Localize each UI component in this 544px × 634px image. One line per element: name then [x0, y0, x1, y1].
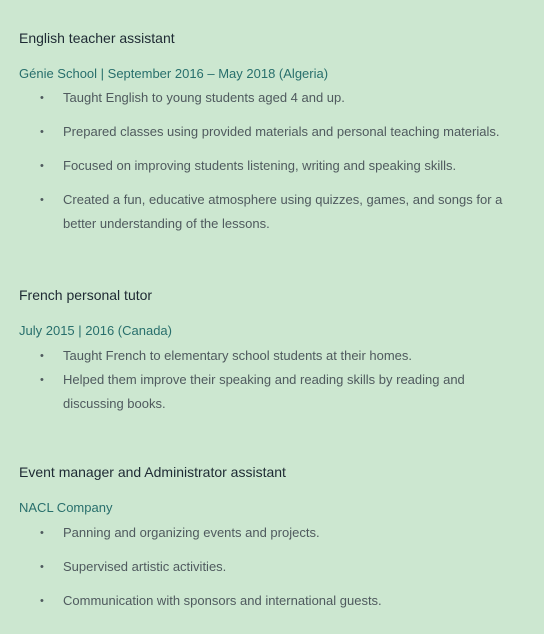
duty-text: Focused on improving students listening, writing and speaking skills.: [63, 158, 457, 173]
list-item: [19, 154, 529, 178]
list-item: [19, 344, 529, 368]
bullet-icon: •: [40, 527, 44, 539]
list-item: [19, 120, 529, 144]
job-meta: Génie School | September 2016 – May 2018 (Algeria): [19, 66, 329, 81]
list-item: [19, 368, 529, 416]
experience-entry-event-manager: [19, 464, 529, 608]
experience-entry-english-teacher-assistant: [19, 30, 529, 231]
bullet-icon: •: [40, 92, 44, 104]
duty-text: Supervised artistic activities.: [63, 559, 227, 574]
duty-text: Communication with sponsors and international guests.: [63, 593, 382, 608]
duty-text: Taught French to elementary school students at their homes.: [63, 348, 413, 363]
bullet-icon: •: [40, 160, 44, 172]
job-meta: NACL Company: [19, 500, 113, 515]
duty-text: Panning and organizing events and projects.: [63, 525, 320, 540]
duty-text: Taught English to young students aged 4 and up.: [63, 90, 345, 105]
list-item: [19, 521, 529, 545]
duties-list: [19, 344, 529, 416]
list-item: [19, 188, 529, 236]
list-item: [19, 589, 529, 613]
bullet-icon: •: [40, 561, 44, 573]
duty-text: Created a fun, educative atmosphere using quizzes, games, and songs for a better understanding of the lessons.: [63, 192, 503, 231]
job-title: English teacher assistant: [19, 30, 175, 46]
job-meta: July 2015 | 2016 (Canada): [19, 323, 172, 338]
duty-text: Helped them improve their speaking and reading skills by reading and discussing books.: [63, 372, 465, 411]
bullet-icon: •: [40, 374, 44, 386]
bullet-icon: •: [40, 350, 44, 362]
bullet-icon: •: [40, 194, 44, 206]
duties-list: [19, 86, 529, 246]
list-item: [19, 86, 529, 110]
bullet-icon: •: [40, 126, 44, 138]
bullet-icon: •: [40, 595, 44, 607]
job-title: French personal tutor: [19, 287, 153, 303]
duties-list: [19, 521, 529, 623]
experience-entry-french-personal-tutor: [19, 287, 529, 411]
job-title: Event manager and Administrator assistant: [19, 464, 286, 480]
list-item: [19, 555, 529, 579]
duty-text: Prepared classes using provided materials and personal teaching materials.: [63, 124, 500, 139]
